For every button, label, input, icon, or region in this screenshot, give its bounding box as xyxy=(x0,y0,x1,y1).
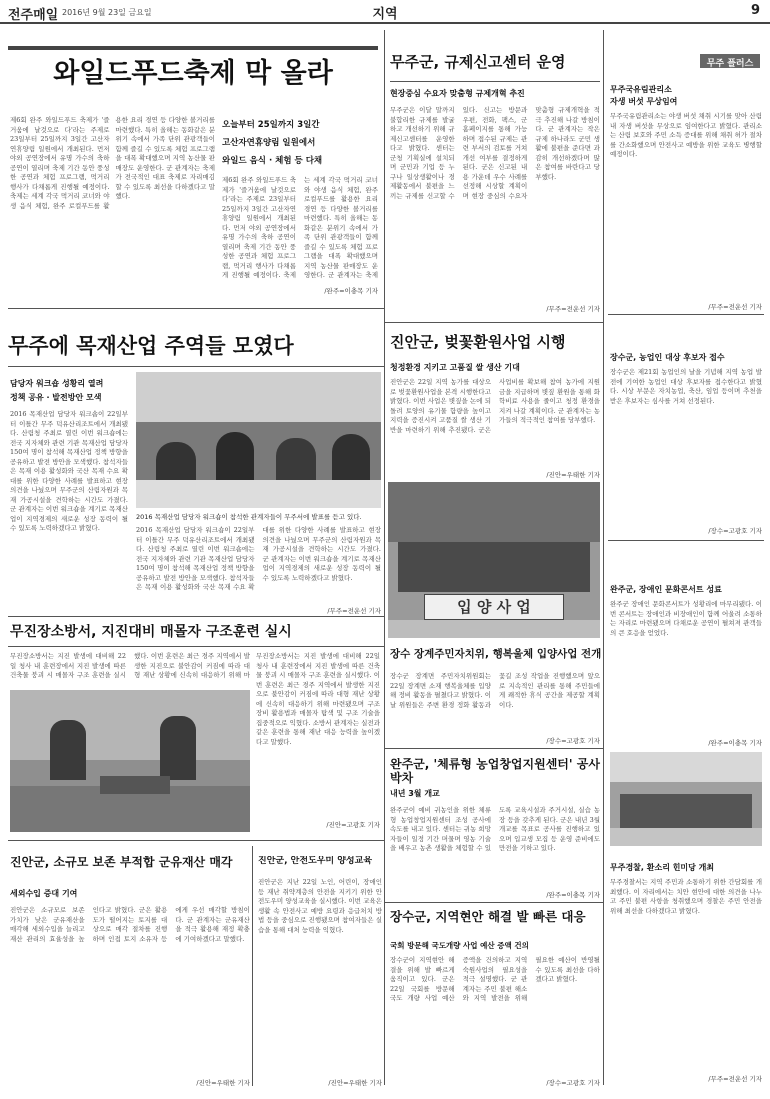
janggu-subhead: 국회 방문해 국도개량 사업 예산 증액 건의 xyxy=(390,941,529,950)
section-name: 지역 xyxy=(372,7,398,22)
section-rule xyxy=(8,840,384,841)
safety-body: 진안군은 지난 22일 노인, 어린이, 장애인 등 재난 취약계층의 안전을 지키기 위한 안전도우미 양성교육을 실시했다. 이번 교육은 생활 속 안전사고 예방 요령과 응급처치 방법 등을 중심으로 진행됐으며 참여자들은 실습을 통해 대처 능력을 익혔다. xyxy=(258,878,382,934)
property-byline: /진안=우태한 기자 xyxy=(196,1079,250,1087)
column-divider xyxy=(603,30,604,1085)
section-rule xyxy=(8,308,384,309)
timber-photo-caption: 2016 목재산업 담당자 워크숍이 참석한 관계자들이 무주서에 발표를 듣고 있다. xyxy=(136,513,362,521)
janggu-byline: /장수=고광호 기자 xyxy=(546,1079,600,1087)
section-rule xyxy=(384,902,603,903)
article-straw-title: 진안군, 벚꽃환원사업 시행 xyxy=(390,334,566,351)
article-adoption-title: 장수 장계주민자치위, 행복울체 입양사업 전개 xyxy=(390,648,602,660)
sidebar-story2-byline: /장수=고광호 기자 xyxy=(708,527,762,535)
timber-body-left: 2016 목재산업 담당자 워크숍이 22일부터 이틀간 무주 덕유산리조트에서 개최됐다. 산림청 주최로 열린 이번 워크숍에는 전국 지자체와 관련 기관 목재산업 담당자 150여 명이 참석해 목재산업 정책 방향을 공유하고 발전 방안을 모색했다. 참석자들은 목재 이용 활성화와 국산 목재 수요 확대를 위한 다양한 사례를 발표하고 현장 의견을 나눴으며 무주군의 산림자원과 목재 가공시설을 견학하는 시간도 가졌다. 군 관계자는 이번 워크숍을 계기로 목재산업이 지역경제의 새로운 성장 동력이 될 수 있도록 노력하겠다고 밝혔다. xyxy=(10,410,128,532)
section-rule xyxy=(8,616,384,617)
timber-subhead-1: 담당자 워크숍 성황리 열려 xyxy=(10,379,104,388)
regulation-byline: /무주=전운선 기자 xyxy=(546,305,600,313)
article-wildfood-title: 와일드푸드축제 막 올라 xyxy=(53,58,333,89)
adoption-body: 장수군 장계면 주민자치위원회는 22일 장계면 소재 행복울체를 입양해 정비 활동을 펼쳤다고 밝혔다. 이날 위원들은 주변 환경 정화 활동과 꽃길 조성 작업을 진행했으며 앞으로 지속적인 관리를 통해 주민들에게 쾌적한 휴식 공간을 제공할 계획이다. xyxy=(390,672,600,709)
article-timber-title: 무주에 목재산업 주역들 모였다 xyxy=(8,334,294,358)
wildfood-body-left: 제6회 완주 와일드푸드 축제가 '즐거움에 날것으로 다'라는 주제로 23일부터 25일까지 3일간 고산자연휴양림 일원에서 개최된다. 먼저 야외 공연장에서 유명 가수의 축하 공연이 열리며 축제 기간 동안 풍성한 공연과 체험 프로그램, 먹거리 행사가 다채롭게 진행될 예정이다. 축제는 세계 각국 먹거리 코너와 야생 음식 체험, 완주 로컬푸드를 활용한 요리 경연 등 다양한 볼거리를 마련했다. 특히 올해는 동화같은 분위기 속에서 가족 단위 관광객들이 함께 즐길 수 있도록 체험 프로그램을 대폭 확대했으며 지역 농산물 판매장도 운영한다. 군 관계자는 축제가 전국적인 대표 축제로 자리매김할 수 있도록 최선을 다하겠다고 말했다. xyxy=(10,116,215,210)
janggu-body: 장수군이 지역현안 해결을 위해 발 빠르게 움직이고 있다. 군은 22일 국회를 방문해 국도 개량 사업 예산 증액을 건의하고 지역 숙원사업의 필요성을 적극 설명했다. 군 관계자는 주민 불편 해소와 지역 발전을 위해 필요한 예산이 반영될 수 있도록 최선을 다하겠다고 밝혔다. xyxy=(390,956,600,1002)
straw-subhead: 청정환경 지키고 고품질 쌀 생산 기대 xyxy=(390,363,520,372)
wildfood-subhead-2: 고산자연휴양림 일원에서 xyxy=(222,138,316,148)
sidebar-story4-byline: /무주=전운선 기자 xyxy=(708,1075,762,1083)
newspaper-logo: 전주매일 xyxy=(8,8,59,23)
timber-subhead-2: 정책 공유 · 발전방안 모색 xyxy=(10,393,102,402)
sidebar-story1-body: 무주국유림관리소는 야생 버섯 채취 시기를 맞아 산림 내 자생 버섯을 무상으로 임여한다고 밝혔다. 관리소는 산림 보호와 주민 소득 증대를 위해 채취 허가 절차를 간소화했으며 안전사고 예방을 위한 교육도 병행할 예정이다. xyxy=(610,112,762,158)
adoption-banner: 입 양 사 업 xyxy=(424,594,564,620)
sidebar-story3-title: 완주군, 장애인 문화콘서트 성료 xyxy=(610,585,722,594)
article-janggu-title: 장수군, 지역현안 해결 발 빠른 대응 xyxy=(390,910,586,924)
wildfood-byline: /완주=이충목 기자 xyxy=(324,287,378,295)
article-regulation-title: 무주군, 규제신고센터 운영 xyxy=(390,54,566,71)
farmcenter-byline: /완주=이충목 기자 xyxy=(546,891,600,899)
fire-body-top: 무진장소방서는 지진 발생에 대비해 22일 청사 내 훈련장에서 지진 발생에 따른 건축물 붕괴 시 매몰자 구조 훈련을 실시했다. 이번 훈련은 최근 경주 지역에서 발생한 지진으로 불안감이 커짐에 따라 대형 재난 상황에 신속히 대응하기 위해 마 xyxy=(10,652,250,679)
sidebar-story2-body: 장수군은 제21회 농업인의 날을 기념해 지역 농업 발전에 기여한 농업인 대상 후보자를 접수한다고 밝혔다. 시상 부문은 자치농업, 축산, 임업 등이며 추천을 받은 후보자는 심사를 거쳐 선정된다. xyxy=(610,368,762,405)
sidebar-meeting-photo xyxy=(610,752,762,846)
wildfood-subhead-3: 와일드 음식 · 체험 등 다채 xyxy=(222,156,323,166)
sidebar-story3-byline: /완주=이충목 기자 xyxy=(708,739,762,747)
sidebar-logo: 무주 플러스 xyxy=(700,54,760,68)
article-farmcenter-title: 완주군, '체류형 농업창업지원센터' 공사 박차 xyxy=(390,758,600,785)
sidebar-story1-byline: /무주=전운선 기자 xyxy=(708,303,762,311)
wildfood-subhead-1: 오늘부터 25일까지 3일간 xyxy=(222,120,320,130)
section-rule xyxy=(384,748,603,749)
regulation-subhead: 현장중심 수요자 맞춤형 규제개혁 추진 xyxy=(390,89,525,98)
property-subhead: 세외수입 증대 기여 xyxy=(10,889,78,898)
sidebar-story1-title-1: 무주국유림관리소 xyxy=(610,85,672,94)
article-property-title: 진안군, 소규모 보존 부적합 군유재산 매각 xyxy=(10,856,233,869)
title-underline xyxy=(390,81,600,82)
sidebar-rule xyxy=(608,540,764,541)
safety-byline: /진안=우태한 기자 xyxy=(328,1079,382,1087)
sidebar-story1-title-2: 자생 버섯 무상임여 xyxy=(610,97,678,106)
adoption-group-photo xyxy=(388,482,600,638)
page-number: 9 xyxy=(750,3,760,18)
title-underline xyxy=(8,646,384,647)
column-divider xyxy=(384,30,385,1085)
sidebar-rule xyxy=(608,314,764,315)
timber-workshop-photo xyxy=(136,372,381,508)
article-wildfood-subheads xyxy=(222,118,378,172)
headline-bar xyxy=(8,46,378,50)
page-header xyxy=(0,0,770,24)
sidebar-story3-body: 완주군 장애인 문화콘서트가 성황리에 마무리됐다. 이번 콘서트는 장애인과 비장애인이 함께 어울려 소통하는 자리로 마련됐으며 다채로운 공연이 펼쳐져 관객들의 큰 호응을 얻었다. xyxy=(610,600,762,637)
timber-byline: /무주=전운선 기자 xyxy=(327,607,381,615)
regulation-body: 무주군은 이달 말까지 불합리한 규제를 발굴하고 개선하기 위해 규제신고센터를 운영한다고 밝혔다. 센터는 군청 기획실에 설치되며 군민과 기업 등 누구나 일상생활이나 경제활동에서 불편을 느끼는 규제를 신고할 수 있다. 신고는 방문과 우편, 전화, 팩스, 군 홈페이지를 통해 가능하며 접수된 규제는 관련 부서의 검토를 거쳐 개선 여부를 결정하게 된다. 군은 신고된 내용 가운데 우수 사례를 선정해 시상할 계획이며 현장 중심의 수요자 맞춤형 규제개혁을 적극 추진해 나갈 방침이다. 군 관계자는 작은 규제 하나라도 군민 생활에 불편을 준다면 과감히 개선하겠다며 많은 참여를 바란다고 당부했다. xyxy=(390,106,600,200)
section-rule xyxy=(384,322,603,323)
sidebar-story4-title: 무주경찰, 환소리 힌미당 개최 xyxy=(610,863,715,872)
issue-date: 2016년 9월 23일 금요일 xyxy=(62,8,152,17)
fire-body-right: 무진장소방서는 지진 발생에 대비해 22일 청사 내 훈련장에서 지진 발생에 따른 건축물 붕괴 시 매몰자 구조 훈련을 실시했다. 이번 훈련은 최근 경주 지역에서 발생한 지진으로 불안감이 커짐에 따라 대형 재난 상황에 신속히 대응하기 위해 마련됐으며 구조 장비 활용법과 매몰자 탐색 및 구조 기술을 집중적으로 익혔다. 소방서 관계자는 실전과 같은 훈련을 통해 재난 대응 능력을 높이겠다고 말했다. xyxy=(256,652,380,746)
farmcenter-subhead: 내년 3월 개교 xyxy=(390,789,440,798)
article-fire-title: 무진장소방서, 지진대비 매몰자 구조훈련 실시 xyxy=(10,624,292,640)
adoption-byline: /장수=고광호 기자 xyxy=(546,737,600,745)
fire-byline: /진안=고광호 기자 xyxy=(326,821,380,829)
farmcenter-body: 완주군이 예비 귀농인을 위한 체류형 농업창업지원센터 조성 공사에 속도를 내고 있다. 센터는 귀농 희망자들이 일정 기간 머물며 영농 기술을 배우고 농촌 생활을 체험할 수 있도록 교육시설과 주거시설, 실습 농장 등을 갖추게 된다. 군은 내년 3월 개교를 목표로 공사를 진행하고 있으며 입교생 모집 등 운영 준비에도 만전을 기하고 있다. xyxy=(390,806,600,852)
rescue-training-photo xyxy=(10,690,250,832)
sidebar-story4-body: 무주경찰서는 지역 주민과 소통하기 위한 간담회를 개최했다. 이 자리에서는 치안 현안에 대한 의견을 나누고 주민 불편 사항을 청취했으며 경찰은 주민 안전을 위해 최선을 다하겠다고 밝혔다. xyxy=(610,878,762,915)
sidebar-story2-title: 장수군, 농업인 대상 후보자 접수 xyxy=(610,353,725,362)
article-safety-title: 진안군, 안전도우미 양성교육 xyxy=(258,856,373,866)
title-underline xyxy=(8,366,384,367)
column-divider xyxy=(252,846,253,1086)
property-body: 진안군은 소규모로 보존 가치가 낮은 군유재산을 매각해 세외수입을 늘리고 재산 관리의 효율성을 높인다고 밝혔다. 군은 활용도가 떨어지는 토지를 대상으로 매각 절차를 진행하며 인접 토지 소유자 등에게 우선 매각할 방침이다. 군 관계자는 군유재산을 적극 활용해 재정 확충에 기여하겠다고 말했다. xyxy=(10,906,250,943)
straw-body: 진안군은 22일 지역 농가를 대상으로 벚꽃환원사업을 본격 시행한다고 밝혔다. 이번 사업은 볏짚을 논에 되돌려 토양의 유기물 함량을 높이고 지력을 증진시켜 고품질 쌀 생산 기반을 마련하기 위해 추진됐다. 군은 사업비를 확보해 참여 농가에 지원금을 지급하며 볏짚 환원을 통해 화학비료 사용을 줄이고 청정 환경을 지켜 나갈 계획이다. 군 관계자는 농가들의 적극적인 참여를 당부했다. xyxy=(390,378,600,434)
wildfood-body-right: 제6회 완주 와일드푸드 축제가 '즐거움에 날것으로 다'라는 주제로 23일부터 25일까지 3일간 고산자연휴양림 일원에서 개최된다. 먼저 야외 공연장에서 유명 가수의 축하 공연이 열리며 축제 기간 동안 풍성한 공연과 체험 프로그램, 먹거리 행사가 다채롭게 진행될 예정이다. 축제는 세계 각국 먹거리 코너와 야생 음식 체험, 완주 로컬푸드를 활용한 요리 경연 등 다양한 볼거리를 마련했다. 특히 올해는 동화같은 분위기 속에서 가족 단위 관광객들이 함께 즐길 수 있도록 체험 프로그램을 대폭 확대했으며 지역 농산물 판매장도 운영한다. 군 관계자는 축제 xyxy=(222,176,378,279)
timber-body-right: 2016 목재산업 담당자 워크숍이 22일부터 이틀간 무주 덕유산리조트에서 개최됐다. 산림청 주최로 열린 이번 워크숍에는 전국 지자체와 관련 기관 목재산업 담당자 150여 명이 참석해 목재산업 정책 방향을 공유하고 발전 방안을 모색했다. 참석자들은 목재 이용 활성화와 국산 목재 수요 확대를 위한 다양한 사례를 발표하고 현장 의견을 나눴으며 무주군의 산림자원과 목재 가공시설을 견학하는 시간도 가졌다. 군 관계자는 이번 워크숍을 계기로 목재산업이 지역경제의 새로운 성장 동력이 될 수 있도록 노력하겠다고 밝혔다. xyxy=(136,526,381,591)
straw-byline: /진안=우태한 기자 xyxy=(546,471,600,479)
